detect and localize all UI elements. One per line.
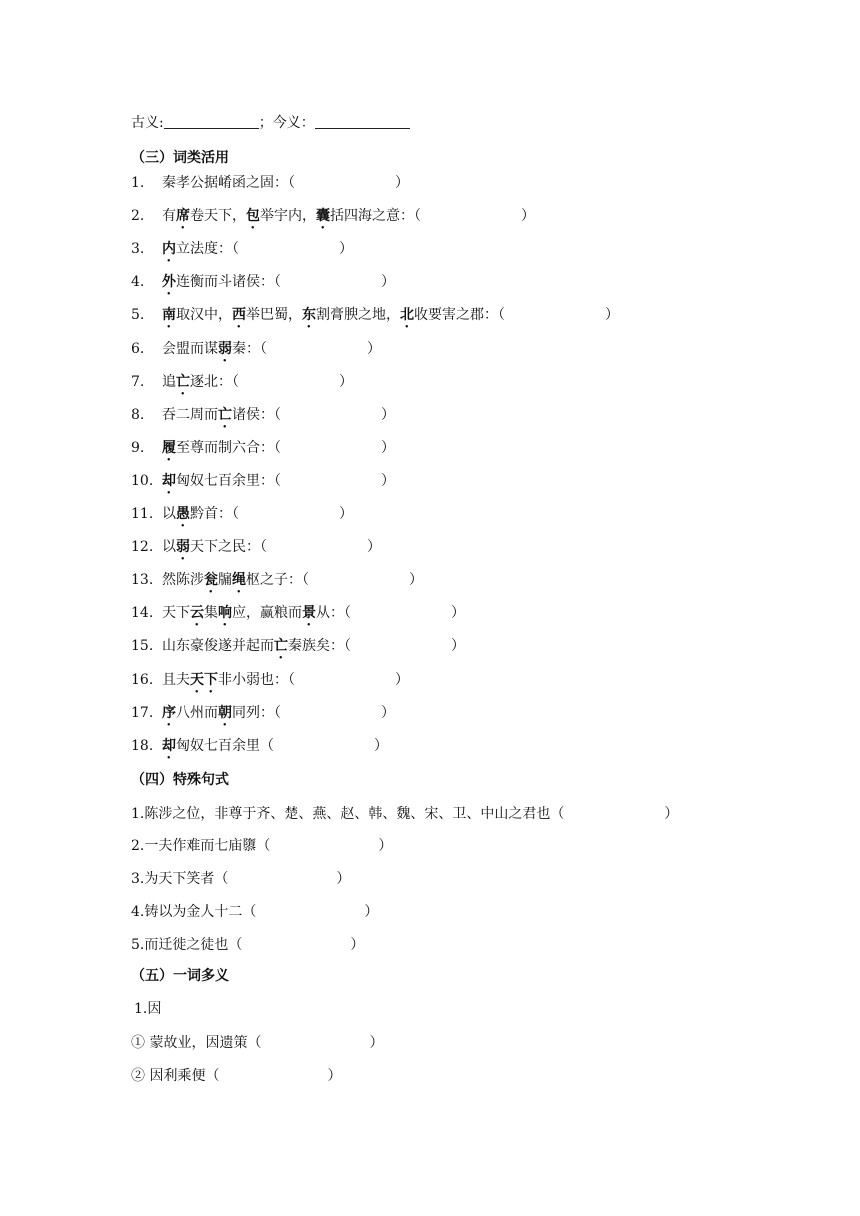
emphasized-word: 亡 — [274, 638, 288, 654]
guyi-label: 古义: — [131, 115, 164, 131]
item-number: 18. — [131, 738, 154, 754]
close-paren: ） — [451, 638, 465, 654]
sentence-text: 同列：（ — [232, 705, 281, 721]
emphasized-word: 外 — [162, 274, 176, 290]
cilei-item — [131, 504, 353, 530]
sentence-text: 秦孝公据崤函之固：（ — [162, 175, 295, 191]
sentence-text: 黔首：（ — [190, 506, 239, 522]
close-paren: ） — [350, 937, 365, 953]
close-paren: ） — [381, 407, 395, 423]
close-paren: ） — [381, 473, 395, 489]
sentence-text: 追 — [162, 374, 176, 390]
cilei-item — [131, 670, 409, 696]
close-paren: ） — [374, 738, 388, 754]
item-number: 12. — [131, 539, 154, 555]
close-paren: ） — [339, 506, 353, 522]
section-heading-teshujushi: （四）特殊句式 — [131, 772, 229, 788]
item-number: 7. — [131, 374, 145, 390]
item-number: 5. — [131, 307, 145, 323]
item-number: 17. — [131, 705, 154, 721]
emphasized-word: 瓮 — [204, 572, 218, 588]
cilei-item — [131, 372, 353, 398]
item-number: 4. — [131, 274, 145, 290]
jinyi-label: ；今义： — [258, 115, 315, 131]
emphasized-word: 北 — [400, 307, 414, 323]
emphasized-word: 却 — [162, 473, 176, 489]
cilei-item — [131, 438, 395, 464]
sentence-text: 逐北：（ — [190, 374, 239, 390]
sentence-text: 秦族矣：（ — [288, 638, 351, 654]
sentence-text: 匈奴七百余里：（ — [176, 473, 281, 489]
sentence-text: 以 — [162, 539, 176, 555]
close-paren: ） — [364, 904, 379, 920]
emphasized-word: 响 — [218, 605, 232, 621]
item-number: 14. — [131, 605, 154, 621]
emphasized-word: 包 — [246, 208, 260, 224]
sentence-text: 3.为天下笑者（ — [131, 871, 229, 887]
sentence-text: 天下 — [162, 605, 190, 621]
cilei-item — [131, 703, 395, 729]
close-paren: ） — [381, 705, 395, 721]
jushi-item — [131, 836, 392, 856]
sentence-text: 八州而 — [176, 705, 218, 721]
emphasized-word: 囊 — [316, 208, 330, 224]
item-number: 6. — [131, 341, 145, 357]
sentence-text: 至尊而制六合：（ — [176, 440, 281, 456]
cilei-item — [131, 272, 395, 298]
sentence-text: 取汉中， — [176, 307, 232, 323]
cilei-item — [131, 636, 465, 662]
sentence-text: 然陈涉 — [162, 572, 204, 588]
close-paren: ） — [378, 838, 393, 854]
emphasized-word: 朝 — [218, 705, 232, 721]
sentence-text: 连衡而斗诸侯：（ — [176, 274, 281, 290]
cilei-item — [131, 570, 423, 596]
guyi-line — [131, 113, 410, 133]
emphasized-word: 弱 — [176, 539, 190, 555]
sentence-text: 举巴蜀， — [246, 307, 302, 323]
sentence-text: 枢之子：（ — [246, 572, 309, 588]
close-paren: ） — [327, 1068, 342, 1084]
section-heading-cileihuoyong: （三）词类活用 — [131, 150, 229, 166]
sentence-text: 吞二周而 — [162, 407, 218, 423]
cilei-item — [131, 471, 395, 497]
close-paren: ） — [521, 208, 535, 224]
item-number: 2. — [131, 208, 145, 224]
close-paren: ） — [605, 307, 619, 323]
emphasized-word: 席 — [176, 208, 190, 224]
sentence-text: 从：（ — [316, 605, 351, 621]
sentence-text: 1.陈涉之位，非尊于齐、楚、燕、赵、韩、魏、宋、卫、中山之君也（ — [131, 806, 565, 822]
sentence-text: ② 因利乘便（ — [131, 1068, 220, 1084]
item-number: 1. — [131, 175, 145, 191]
sentence-text: 集 — [204, 605, 218, 621]
item-number: 10. — [131, 473, 154, 489]
close-paren: ） — [664, 806, 679, 822]
close-paren: ） — [336, 871, 351, 887]
jushi-item — [131, 869, 350, 889]
emphasized-word: 亡 — [176, 374, 190, 390]
sentence-text: 秦：（ — [232, 341, 267, 357]
sentence-text: 4.铸以为金人十二（ — [131, 904, 257, 920]
item-number: 3. — [131, 241, 145, 257]
item-number: 11. — [131, 506, 154, 522]
item-number: 8. — [131, 407, 145, 423]
yici-item — [131, 1033, 383, 1053]
emphasized-word: 亡 — [218, 407, 232, 423]
item-number: 9. — [131, 440, 145, 456]
jinyi-blank[interactable] — [315, 114, 410, 129]
cilei-item — [131, 339, 381, 365]
sentence-text: 天下之民：（ — [190, 539, 267, 555]
emphasized-word: 却 — [162, 738, 176, 754]
sentence-text: 诸侯：（ — [232, 407, 281, 423]
jushi-item — [131, 902, 378, 922]
close-paren: ） — [369, 1035, 384, 1051]
sentence-text: 非小弱也：（ — [218, 672, 295, 688]
cilei-item — [131, 537, 381, 563]
close-paren: ） — [451, 605, 465, 621]
cilei-item — [131, 736, 388, 762]
cilei-item — [131, 239, 353, 265]
yici-word: 1.因 — [134, 1001, 162, 1017]
sentence-text: 割膏腴之地， — [316, 307, 400, 323]
cilei-item — [131, 173, 409, 193]
sentence-text: 应，赢粮而 — [232, 605, 302, 621]
item-number: 15. — [131, 638, 154, 654]
sentence-text: 牖 — [218, 572, 232, 588]
close-paren: ） — [395, 672, 409, 688]
emphasized-word: 景 — [302, 605, 316, 621]
sentence-text: ① 蒙故业，因遗策（ — [131, 1035, 262, 1051]
sentence-text: 收要害之郡：（ — [414, 307, 505, 323]
emphasized-word: 序 — [162, 705, 176, 721]
sentence-text: 5.而迁徙之徒也（ — [131, 937, 243, 953]
sentence-text: 会盟而谋 — [162, 341, 218, 357]
close-paren: ） — [367, 539, 381, 555]
sentence-text: 括四海之意：（ — [330, 208, 421, 224]
close-paren: ） — [381, 274, 395, 290]
jushi-item — [131, 935, 364, 955]
guyi-blank[interactable] — [164, 114, 259, 129]
sentence-text: 以 — [162, 506, 176, 522]
sentence-text: 山东豪俊遂并起而 — [162, 638, 274, 654]
close-paren: ） — [395, 175, 409, 191]
emphasized-word: 云 — [190, 605, 204, 621]
close-paren: ） — [381, 440, 395, 456]
item-number: 13. — [131, 572, 154, 588]
sentence-text: 立法度：（ — [176, 241, 239, 257]
close-paren: ） — [339, 374, 353, 390]
close-paren: ） — [339, 241, 353, 257]
sentence-text: 2.一夫作难而七庙隳（ — [131, 838, 271, 854]
emphasized-word: 西 — [232, 307, 246, 323]
sentence-text: 匈奴七百余里（ — [176, 738, 274, 754]
emphasized-word: 弱 — [218, 341, 232, 357]
cilei-item — [131, 206, 535, 232]
sentence-text: 卷天下， — [190, 208, 246, 224]
emphasized-word: 天下 — [190, 672, 218, 688]
cilei-item — [131, 603, 465, 629]
sentence-text: 且夫 — [162, 672, 190, 688]
emphasized-word: 愚 — [176, 506, 190, 522]
emphasized-word: 南 — [162, 307, 176, 323]
close-paren: ） — [367, 341, 381, 357]
jushi-item — [131, 804, 678, 824]
emphasized-word: 内 — [162, 241, 176, 257]
sentence-text: 举宇内， — [260, 208, 316, 224]
sentence-text: 有 — [162, 208, 176, 224]
section-heading-yiciduoyi: （五）一词多义 — [131, 968, 229, 984]
emphasized-word: 履 — [162, 440, 176, 456]
emphasized-word: 东 — [302, 307, 316, 323]
cilei-item — [131, 405, 395, 431]
yici-item — [131, 1066, 341, 1086]
cilei-item — [131, 305, 619, 331]
close-paren: ） — [409, 572, 423, 588]
emphasized-word: 绳 — [232, 572, 246, 588]
item-number: 16. — [131, 672, 154, 688]
